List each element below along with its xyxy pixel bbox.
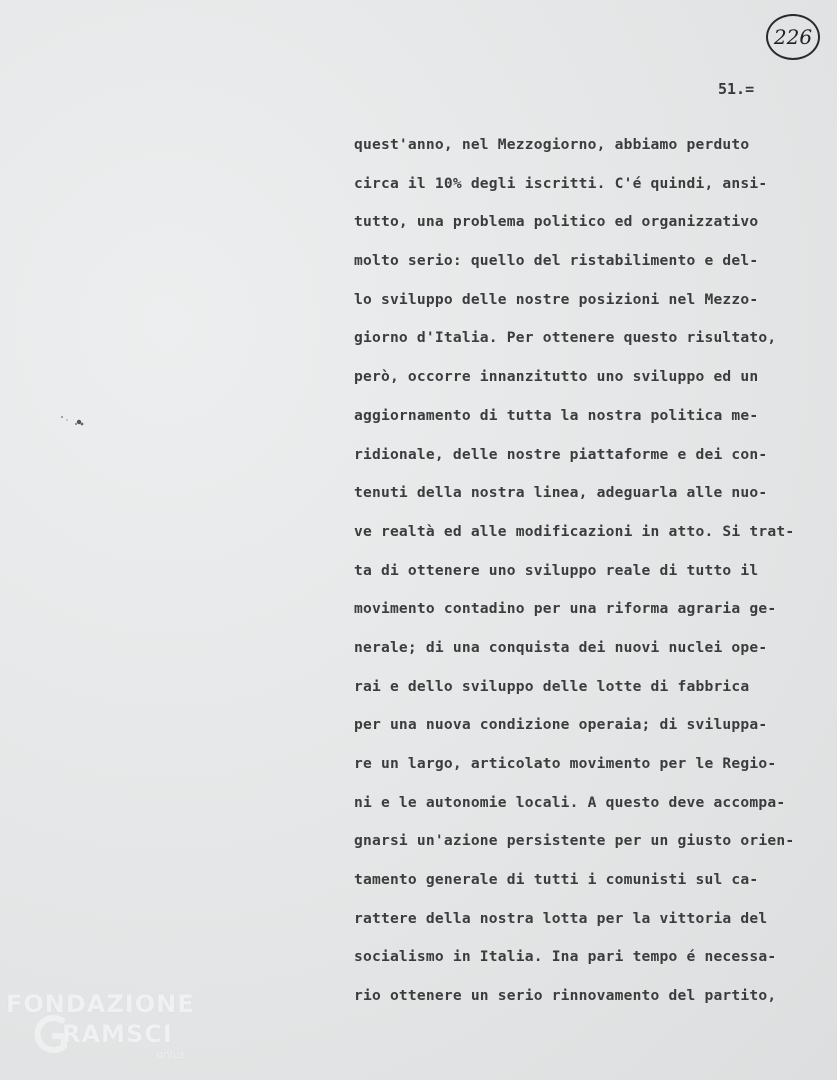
archive-page-stamp — [766, 14, 820, 60]
text-line: giorno d'Italia. Per ottenere questo risultato, — [354, 329, 777, 347]
stamp-number: 226 — [773, 25, 813, 49]
text-line: rai e dello sviluppo delle lotte di fabbrica — [354, 677, 750, 695]
text-line: ta di ottenere uno sviluppo reale di tutto il — [354, 561, 759, 579]
text-line: rattere della nostra lotta per la vittoria del — [354, 909, 768, 927]
text-line: rio ottenere un serio rinnovamento del partito, — [354, 987, 777, 1005]
text-line: nerale; di una conquista dei nuovi nuclei ope- — [354, 638, 768, 656]
text-line: ni e le autonomie locali. A questo deve accompa- — [354, 793, 786, 811]
text-line: quest'anno, nel Mezzogiorno, abbiamo perduto — [354, 136, 750, 153]
text-line: ve realtà ed alle modificazioni in atto. Si trat- — [354, 522, 795, 540]
text-line: ridionale, delle nostre piattaforme e dei con- — [354, 445, 768, 463]
text-line: tamento generale di tutti i comunisti sul ca- — [354, 871, 759, 889]
text-line: re un largo, articolato movimento per le Regio- — [354, 755, 777, 772]
text-line: circa il 10% degli iscritti. C'é quindi, ansi- — [354, 174, 768, 192]
page-number: 51.= — [718, 80, 755, 98]
text-line: aggiornamento di tutta la nostra politica me- — [354, 406, 759, 424]
logo-line-1: FONDAZIONE — [6, 990, 195, 1018]
text-line: movimento contadino per una riforma agraria ge- — [354, 600, 777, 618]
text-line: tenuti della nostra linea, adeguarla alle nuo- — [354, 484, 768, 502]
typewritten-text — [354, 126, 834, 1016]
ink-speck-icon — [58, 414, 88, 430]
logo-line-3: onlus — [156, 1048, 186, 1061]
text-line: per una nuova condizione operaia; di sviluppa- — [354, 716, 768, 734]
logo-line-2: RAMSCI — [62, 1020, 173, 1048]
text-line: gnarsi un'azione persistente per un giusto orien- — [354, 832, 795, 850]
text-line: socialismo in Italia. Ina pari tempo é necessa- — [354, 948, 777, 966]
text-line: tutto, una problema politico ed organizzativo — [354, 213, 759, 231]
text-line: lo sviluppo delle nostre posizioni nel Mezzo- — [354, 290, 759, 308]
text-line: però, occorre innanzitutto uno sviluppo ed un — [354, 368, 759, 386]
text-line: molto serio: quello del ristabilimento e del- — [354, 252, 759, 270]
fondazione-gramsci-logo — [6, 990, 206, 1070]
